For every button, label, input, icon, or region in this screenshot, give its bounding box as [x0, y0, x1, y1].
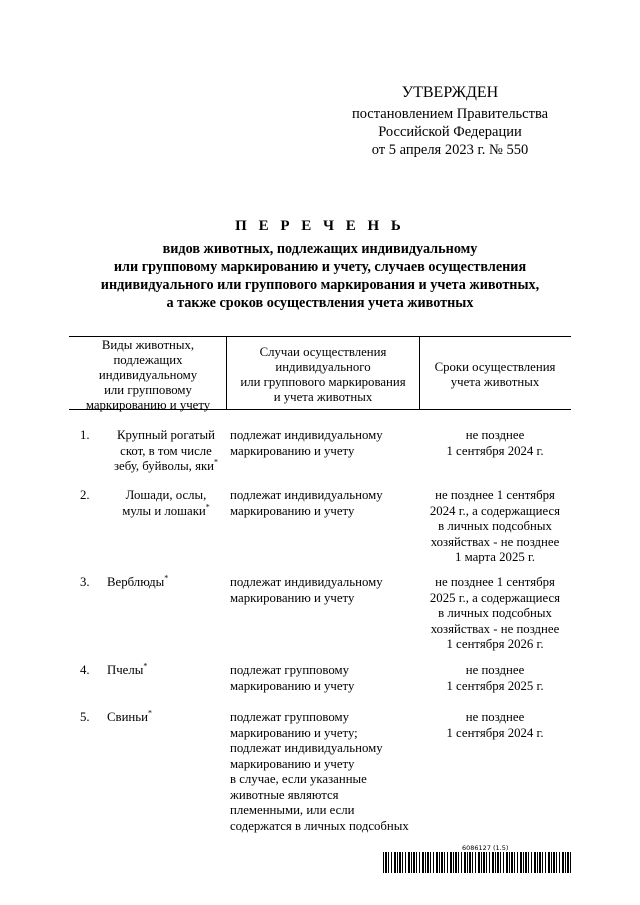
subtitle-line: или групповому маркированию и учету, случаев осуществления	[113, 259, 527, 275]
approval-line-2: Российской Федерации	[378, 124, 522, 140]
footnote-mark: *	[214, 457, 219, 467]
subtitle-line: индивидуального или группового маркирования и учета животных,	[100, 277, 540, 293]
row-animal: Лошади, ослы, мулы и лошаки*	[122, 488, 210, 518]
row-animal: Свиньи*	[107, 708, 152, 724]
barcode	[383, 852, 571, 873]
approval-line-1: постановлением Правительства	[351, 106, 549, 122]
table-top-rule	[69, 336, 571, 337]
row-term: не позднее 1 сентября 2024 г., а содержащиеся в личных подсобных хозяйствах - не позднее 1 марта 2025 г.	[429, 488, 561, 564]
row-number: 1.	[80, 428, 90, 442]
row-number: 2.	[80, 488, 90, 502]
row-case: подлежат индивидуальному маркированию и учету	[230, 575, 383, 605]
row-number: 5.	[80, 710, 90, 724]
header-animal-types: Виды животных, подлежащих индивидуальному или групповому маркированию и учету	[85, 338, 211, 412]
header-cases: Случаи осуществления индивидуального или группового маркирования и учета животных	[240, 345, 406, 404]
row-number: 3.	[80, 575, 90, 589]
row-case: подлежат индивидуальному маркированию и учету	[230, 488, 383, 518]
barcode-number: 6086127 (1.5)	[462, 844, 509, 852]
row-animal: Верблюды*	[107, 573, 169, 589]
footnote-mark: *	[205, 502, 210, 512]
row-animal: Пчелы*	[107, 661, 148, 677]
row-number: 4.	[80, 663, 90, 677]
document-title: П Е Р Е Ч Е Н Ь	[235, 218, 405, 234]
row-term: не позднее 1 сентября 2024 г.	[446, 428, 544, 458]
row-term: не позднее 1 сентября 2025 г., а содержащиеся в личных подсобных хозяйствах - не позднее 1 сентября 2026 г.	[429, 575, 561, 651]
row-animal: Крупный рогатый скот, в том числе зебу, буйволы, яки*	[113, 428, 219, 473]
approval-heading: УТВЕРЖДЕН	[401, 84, 499, 101]
subtitle-line: а также сроков осуществления учета животных	[166, 295, 474, 311]
document-subtitle	[60, 240, 580, 312]
row-term: не позднее 1 сентября 2024 г.	[446, 710, 544, 740]
header-divider	[419, 336, 420, 409]
subtitle-line: видов животных, подлежащих индивидуальному	[162, 241, 478, 257]
footnote-mark: *	[147, 708, 152, 718]
row-term: не позднее 1 сентября 2025 г.	[446, 663, 544, 693]
header-divider	[226, 336, 227, 409]
footnote-mark: *	[164, 573, 169, 583]
approval-line-3: от 5 апреля 2023 г. № 550	[371, 142, 529, 158]
footnote-mark: *	[143, 661, 148, 671]
row-case: подлежат индивидуальному маркированию и учету	[230, 428, 383, 458]
row-case: подлежат групповому маркированию и учету; подлежат индивидуальному маркированию и учету в случае, если указанные животные являются племенными, или если содержатся в личных подсобных	[230, 710, 409, 833]
approval-stamp	[330, 84, 570, 159]
row-case: подлежат групповому маркированию и учету	[230, 663, 355, 693]
header-terms: Сроки осуществления учета животных	[434, 360, 556, 389]
